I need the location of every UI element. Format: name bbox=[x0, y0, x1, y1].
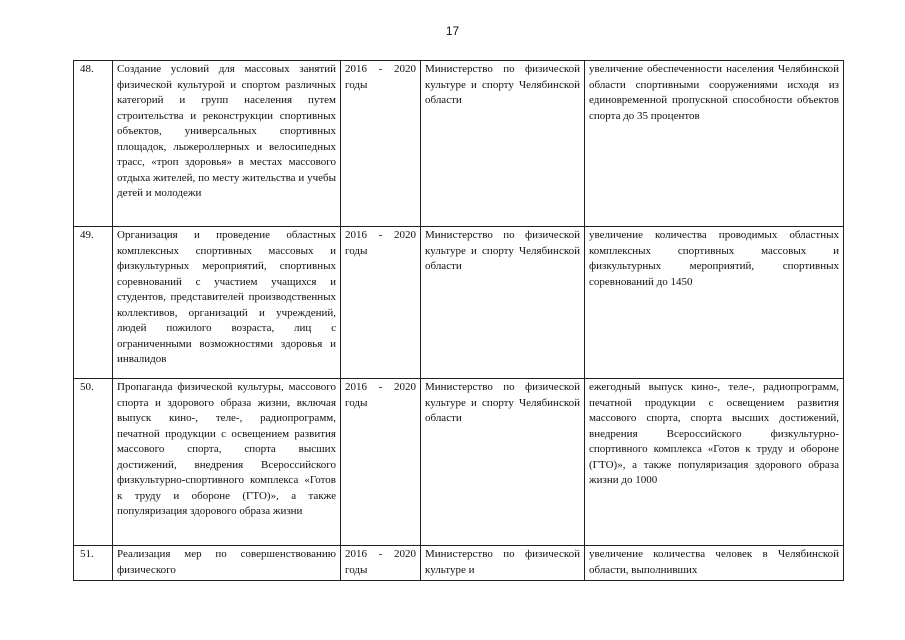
responsible-executor: Министерство по физической культуре и спорту Челябинской области bbox=[421, 379, 585, 546]
measure-description: Организация и проведение областных комплексных спортивных массовых и физкультурных мероприятий, спортивных соревнований с участием учащихся и студентов, представителей производственных коллективов, организаций и учреждений, людей пожилого возраста, лиц с ограниченными возможностями здоровья и инвалидов bbox=[113, 227, 341, 379]
implementation-period: 2016 - 2020 годы bbox=[341, 379, 421, 546]
row-number: 48. bbox=[74, 61, 113, 227]
measures-table bbox=[73, 60, 844, 581]
measure-description: Пропаганда физической культуры, массового спорта и здорового образа жизни, включая выпуск кино-, теле-, радиопрограмм, печатной продукции с освещением развития массового спорта, спорта высших достижений, внедрения Всероссийского физкультурно-спортивного комплекса «Готов к труду и обороне (ГТО)», а также популяризация здорового образа жизни bbox=[113, 379, 341, 546]
measure-description: Создание условий для массовых занятий физической культурой и спортом различных категорий и групп населения путем строительства и реконструкции спортивных объектов, универсальных спортивных площадок, лыжероллерных и велосипедных трасс, «троп здоровья» в местах массового отдыха жителей, по месту жительства и учебы детей и молодежи bbox=[113, 61, 341, 227]
row-number: 49. bbox=[74, 227, 113, 379]
implementation-period: 2016 - 2020 годы bbox=[341, 227, 421, 379]
responsible-executor: Министерство по физической культуре и спорту Челябинской области bbox=[421, 227, 585, 379]
row-number: 50. bbox=[74, 379, 113, 546]
table-row bbox=[74, 227, 844, 379]
responsible-executor: Министерство по физической культуре и bbox=[421, 546, 585, 581]
responsible-executor: Министерство по физической культуре и спорту Челябинской области bbox=[421, 61, 585, 227]
implementation-period: 2016 - 2020 годы bbox=[341, 546, 421, 581]
measure-description: Реализация мер по совершенствованию физического bbox=[113, 546, 341, 581]
table-row bbox=[74, 546, 844, 581]
expected-result: увеличение количества проводимых областных комплексных спортивных массовых и физкультурных мероприятий, спортивных соревнований до 1450 bbox=[585, 227, 844, 379]
expected-result: ежегодный выпуск кино-, теле-, радиопрограмм, печатной продукции с освещением развития массового спорта, спорта высших достижений, внедрения Всероссийского физкультурно-спортивного комплекса «Готов к труду и обороне (ГТО)», а также популяризация здорового образа жизни до 1000 bbox=[585, 379, 844, 546]
expected-result: увеличение количества человек в Челябинской области, выполнивших bbox=[585, 546, 844, 581]
page-number: 17 bbox=[445, 24, 460, 38]
expected-result: увеличение обеспеченности населения Челябинской области спортивными сооружениями исходя из единовременной пропускной способности объектов спорта до 35 процентов bbox=[585, 61, 844, 227]
implementation-period: 2016 - 2020 годы bbox=[341, 61, 421, 227]
table-row bbox=[74, 379, 844, 546]
row-number: 51. bbox=[74, 546, 113, 581]
table-row bbox=[74, 61, 844, 227]
